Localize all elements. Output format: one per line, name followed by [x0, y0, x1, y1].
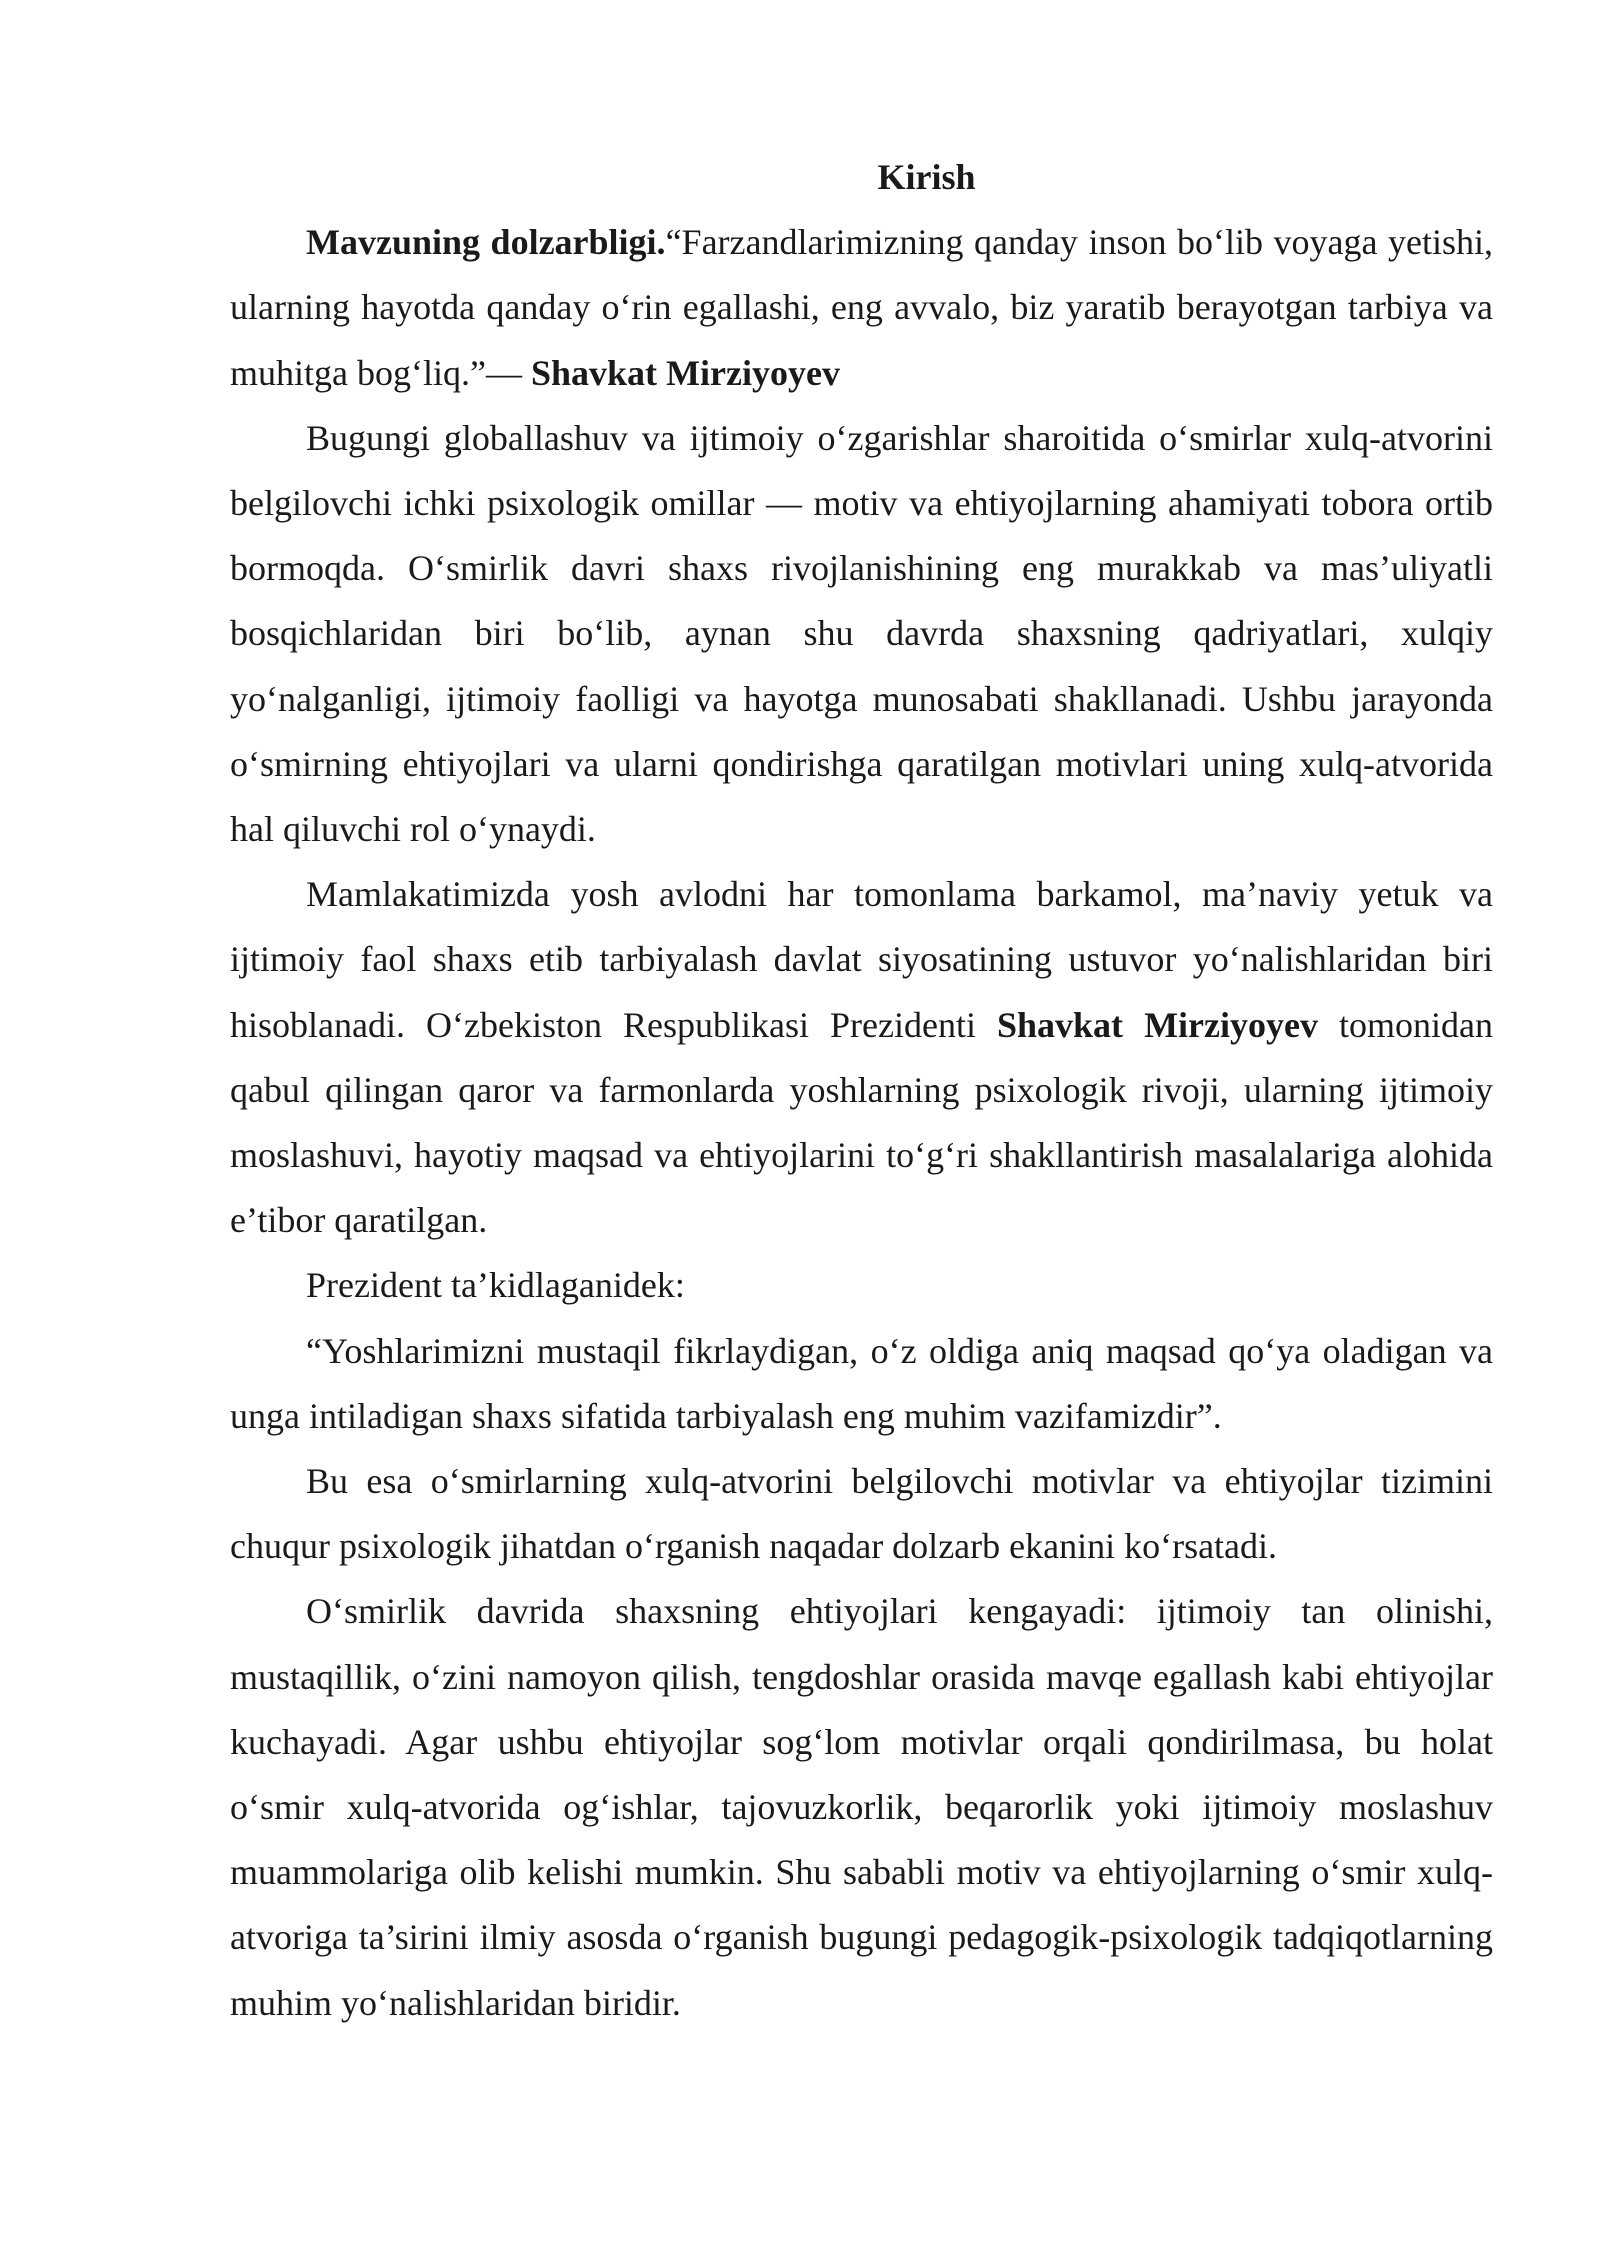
state-policy-text-before: Mamlakatimizda yosh avlodni har tomonlama barkamol, ma’naviy yetuk va ijtimoiy faol shaxs etib tarbiyalash davlat siyosatining ustuvor yo‘nalishlaridan biri hisoblanadi. O‘zbekiston Respublikasi Prezidenti: [230, 874, 1493, 1045]
document-page: [230, 145, 1493, 2036]
relevance-lead: Mavzuning dolzarbligi.: [306, 222, 666, 263]
quote-author: Shavkat Mirziyoyev: [530, 352, 840, 393]
paragraph-state-policy: [230, 862, 1493, 1253]
president-name: Shavkat Mirziyoyev: [996, 1004, 1318, 1045]
paragraph-relevance: [230, 210, 1493, 406]
paragraph-president-intro: Prezident ta’kidlaganidek:: [306, 1265, 685, 1306]
state-policy-text-after: tomonidan qabul qilingan qaror va farmonlarda yoshlarning psixologik rivoji, ularning ijtimoiy moslashuvi, hayotiy maqsad va ehtiyojlarini to‘g‘ri shakllantirish masalalariga alohida e’tibor qaratilgan.: [230, 1004, 1493, 1241]
president-quote: “Farzandlarimizning qanday inson bo‘lib voyaga yetishi, ularning hayotda qanday o‘rin egallashi, eng avvalo, biz yaratib berayotgan tarbiya va muhitga bog‘liq.”—: [230, 222, 1493, 393]
paragraph-adolescence-needs: O‘smirlik davrida shaxsning ehtiyojlari kengayadi: ijtimoiy tan olinishi, mustaqillik, o‘zini namoyon qilish, tengdoshlar orasida mavqe egallash kabi ehtiyojlar kuchayadi. Agar ushbu ehtiyojlar sog‘lom motivlar orqali qondirilmasa, bu holat o‘smir xulq-atvorida og‘ishlar, tajovuzkorlik, beqarorlik yoki ijtimoiy moslashuv muammolariga olib kelishi mumkin. Shu sababli motiv va ehtiyojlarning o‘smir xulq-atvoriga ta’sirini ilmiy asosda o‘rganish bugungi pedagogik-psixologik tadqiqotlarning muhim yo‘nalishlaridan biridir.: [230, 1591, 1493, 2023]
paragraph-president-quote: “Yoshlarimizni mustaqil fikrlaydigan, o‘z oldiga aniq maqsad qo‘ya oladigan va unga intiladigan shaxs sifatida tarbiyalash eng muhim vazifamizdir”.: [230, 1330, 1493, 1436]
paragraph-globalization: Bugungi globallashuv va ijtimoiy o‘zgarishlar sharoitida o‘smirlar xulq-atvorini belgilovchi ichki psixologik omillar — motiv va ehtiyojlarning ahamiyati tobora ortib bormoqda. O‘smirlik davri shaxs rivojlanishining eng murakkab va mas’uliyatli bosqichlaridan biri bo‘lib, aynan shu davrda shaxsning qadriyatlari, xulqiy yo‘nalganligi, ijtimoiy faolligi va hayotga munosabati shakllanadi. Ushbu jarayonda o‘smirning ehtiyojlari va ularni qondirishga qaratilgan motivlari uning xulq-atvorida hal qiluvchi rol o‘ynaydi.: [230, 417, 1493, 850]
section-title: Kirish: [877, 157, 976, 197]
paragraph-conclusion: Bu esa o‘smirlarning xulq-atvorini belgilovchi motivlar va ehtiyojlar tizimini chuqur psixologik jihatdan o‘rganish naqadar dolzarb ekanini ko‘rsatadi.: [230, 1461, 1493, 1567]
